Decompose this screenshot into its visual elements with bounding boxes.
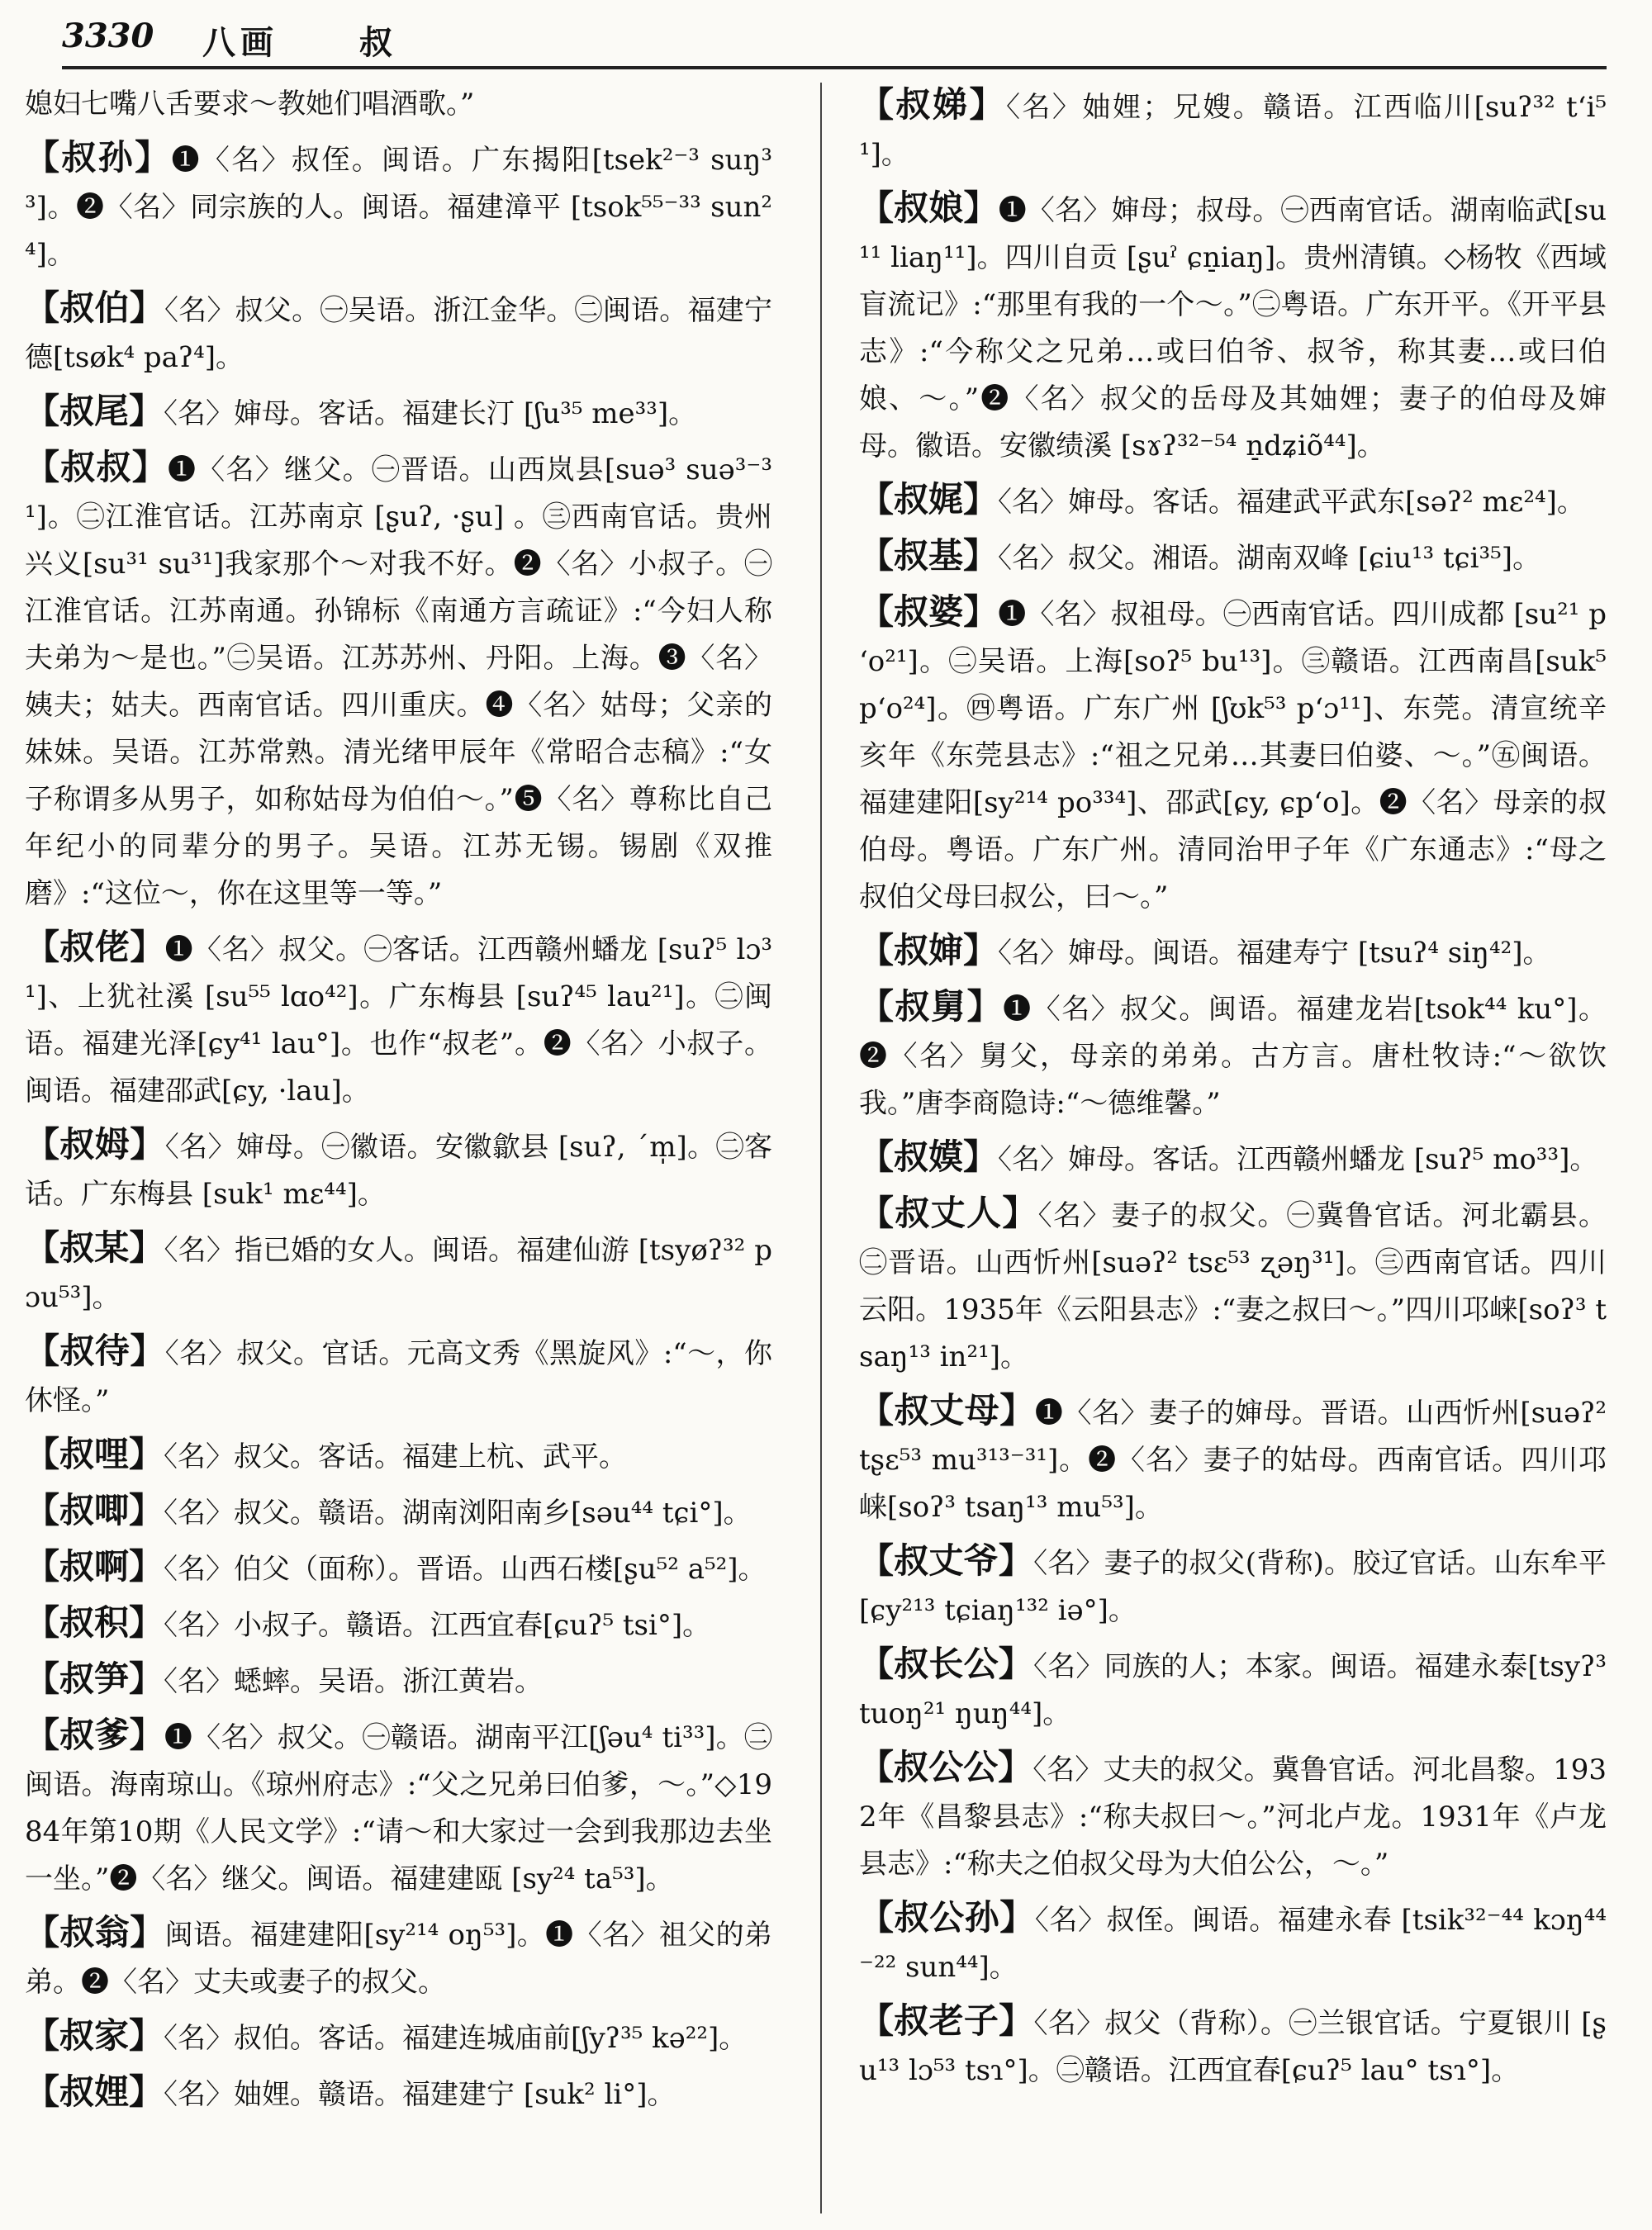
page-number: 3330 (62, 17, 154, 55)
entry-headword: 【叔婶】 (859, 930, 999, 970)
entry-headword: 【叔丈母】 (859, 1390, 1035, 1431)
entry-headword: 【叔佬】 (25, 927, 165, 967)
entry-headword: 【叔待】 (25, 1331, 165, 1371)
section-label: 八画 (202, 23, 278, 62)
entry-definition: 〈名〉叔父。官话。元高文秀《黑旋风》:“～，你休怪。” (25, 1337, 772, 1417)
dictionary-entry (25, 284, 772, 382)
dictionary-entry (25, 1655, 772, 1706)
dictionary-entry (859, 1744, 1607, 1888)
dictionary-entry (25, 1224, 772, 1321)
entry-definition: 〈名〉叔侄。闽语。福建永春 [tsik³²⁻⁴⁴ kɔŋ⁴⁴⁻²² sun⁴⁴]。 (859, 1904, 1607, 1984)
dictionary-entry (859, 81, 1607, 178)
entry-definition: 〈名〉妯娌。赣语。福建建宁 [suk² li°]。 (164, 2078, 676, 2111)
entry-headword: 【叔长公】 (859, 1644, 1033, 1684)
dictionary-entry (25, 134, 772, 278)
entry-headword: 【叔叔】 (25, 447, 169, 487)
entry-definition: 〈名〉妻子的叔父。㊀冀鲁官话。河北霸县。㊁晋语。山西忻州[suəʔ² tsɛ⁵³ ʐəŋ³¹]。㊂西南官话。四川云阳。1935年《云阳县志》:“妻之叔曰～。”四川邛崃[soʔ³ tsaŋ¹³ in²¹]。 (859, 1199, 1607, 1374)
entry-headword: 【叔尾】 (25, 391, 164, 431)
entry-headword: 【叔家】 (25, 2015, 164, 2056)
header-character: 叔 (359, 23, 392, 62)
dictionary-entry (25, 2012, 772, 2062)
entry-definition: 〈名〉妻子的叔父(背称)。胶辽官话。山东牟平[ɕy²¹³ tɕiaŋ¹³² iə°]。 (859, 1547, 1607, 1627)
entry-definition: 〈名〉婶母。㊀徽语。安徽歙县 [suʔ, ˊm̩]。㊁客话。广东梅县 [suk¹ mɛ⁴⁴]。 (25, 1131, 772, 1211)
entry-headword: 【叔丈爷】 (859, 1540, 1034, 1581)
entry-definition: 〈名〉叔伯。客话。福建连城庙前[ʃyʔ³⁵ kə²²]。 (164, 2022, 748, 2055)
dictionary-entry (25, 1909, 772, 2006)
entry-definition: ❶〈名〉叔侄。闽语。广东揭阳[tsek²⁻³ suŋ³³]。❷〈名〉同宗族的人。闽语。福建漳平 [tsok⁵⁵⁻³³ sun²⁴]。 (25, 144, 772, 271)
entry-headword: 【叔娘】 (859, 187, 999, 228)
dictionary-entry (25, 923, 772, 1115)
right-column (859, 81, 1607, 2100)
dictionary-entry (25, 2068, 772, 2118)
dictionary-entry (25, 1327, 772, 1425)
dictionary-entry (25, 1431, 772, 1481)
entry-headword: 【叔丈人】 (859, 1193, 1038, 1233)
left-column (25, 81, 772, 2124)
entry-definition: 〈名〉婶母。客话。江西赣州蟠龙 [suʔ⁵ mo³³]。 (998, 1143, 1598, 1176)
entry-headword: 【叔爹】 (25, 1715, 164, 1755)
entry-definition: 〈名〉叔父。㊀吴语。浙江金华。㊁闽语。福建宁德[tsøk⁴ paʔ⁴]。 (25, 294, 772, 374)
dictionary-entry (859, 983, 1607, 1127)
entry-definition: 〈名〉伯父（面称）。晋语。山西石楼[ʂu⁵² a⁵²]。 (164, 1553, 767, 1586)
dictionary-entry (859, 184, 1607, 470)
dictionary-entry (859, 1133, 1607, 1184)
entry-definition: 〈名〉小叔子。赣语。江西宜春[ɕuʔ⁵ tsi°]。 (164, 1609, 711, 1642)
entry-headword: 【叔唧】 (25, 1490, 164, 1530)
dictionary-entry (859, 532, 1607, 582)
entry-headword: 【叔积】 (25, 1602, 164, 1643)
entry-definition: ❶〈名〉婶母；叔母。㊀西南官话。湖南临武[su¹¹ liaŋ¹¹]。四川自贡 [ʂuˀ ɕn̠iaŋ]。贵州清镇。◇杨牧《西域盲流记》:“那里有我的一个～。”㊁粤语。广东开平。《开平县志》:“今称父之兄弟…或曰伯爷、叔爷，称其妻…或曰伯娘、～。”❷〈名〉叔父的岳母及其妯娌；妻子的伯母及婶母。徽语。安徽绩溪 [sɤʔ³²⁻⁵⁴ n̠dʑiõ⁴⁴]。 (859, 194, 1607, 463)
entry-definition: 闽语。福建建阳[sy²¹⁴ oŋ⁵³]。❶〈名〉祖父的弟弟。❷〈名〉丈夫或妻子的叔父。 (25, 1919, 772, 1999)
entry-definition: ❶〈名〉叔父。闽语。福建龙岩[tsok⁴⁴ ku°]。❷〈名〉舅父，母亲的弟弟。古方言。唐杜牧诗:“～欲饮我。”唐李商隐诗:“～德维馨。” (859, 993, 1607, 1120)
entry-headword: 【叔姆】 (25, 1124, 165, 1165)
dictionary-entry (859, 476, 1607, 526)
entry-definition: ❶〈名〉叔祖母。㊀西南官话。四川成都 [su²¹ pʻo²¹]。㊁吴语。上海[soʔ⁵ bu¹³]。㊂赣语。江西南昌[suk⁵ pʻo²⁴]。㊃粤语。广东广州 [ʃʊk⁵³ pʻɔ¹¹]、东莞。清宣统辛亥年《东莞县志》:“祖之兄弟…其妻曰伯婆、～。”㊄闽语。福建建阳[sy²¹⁴ po³³⁴]、邵武[ɕy, ɕpʻo]。❷〈名〉母亲的叔伯母。粤语。广东广州。清同治甲子年《广东通志》:“母之叔伯父母曰叔公，曰～。” (859, 598, 1607, 913)
entry-definition: 〈名〉叔父。湘语。湖南双峰 [ɕiu¹³ tɕi³⁵]。 (998, 542, 1541, 575)
dictionary-entry (25, 387, 772, 438)
entry-headword: 【叔哩】 (25, 1434, 164, 1474)
entry-definition: 〈名〉婶母。客话。福建武平武东[səʔ² mɛ²⁴]。 (998, 486, 1585, 519)
dictionary-entry (25, 1121, 772, 1218)
entry-definition: 〈名〉丈夫的叔父。冀鲁官话。河北昌黎。1932年《昌黎县志》:“称夫叔曰～。”河北卢龙。1931年《卢龙县志》:“称夫之伯叔父母为大伯公公，～。” (859, 1753, 1607, 1881)
entry-headword: 【叔老子】 (859, 2000, 1034, 2041)
entry-headword: 【叔娣】 (859, 84, 1006, 125)
dictionary-entry (859, 1640, 1607, 1738)
dictionary-entry (859, 1997, 1607, 2095)
dictionary-entry (859, 1189, 1607, 1381)
entry-headword: 【叔娓】 (859, 479, 999, 520)
entry-headword: 【叔翁】 (25, 1912, 165, 1952)
dictionary-entry (859, 927, 1607, 977)
dictionary-entry (25, 1543, 772, 1593)
entry-headword: 【叔舅】 (859, 986, 1004, 1027)
dictionary-entry (25, 1487, 772, 1537)
dictionary-entry (25, 1599, 772, 1649)
entry-definition: 〈名〉妯娌；兄嫂。赣语。江西临川[suʔ³² tʻi⁵¹]。 (859, 91, 1607, 171)
dictionary-entry (859, 1537, 1607, 1635)
entry-headword: 【叔嫫】 (859, 1136, 999, 1177)
entry-headword: 【叔婆】 (859, 591, 999, 632)
dictionary-entry (859, 1894, 1607, 1991)
entry-headword: 【叔孙】 (25, 137, 172, 178)
entry-headword: 【叔啊】 (25, 1546, 164, 1587)
dictionary-entry (859, 588, 1607, 921)
entry-definition: 〈名〉婶母。闽语。福建寿宁 [tsuʔ⁴ siŋ⁴²]。 (998, 937, 1551, 970)
entry-definition: 〈名〉同族的人；本家。闽语。福建永泰[tsyʔ³ tuoŋ²¹ ŋuŋ⁴⁴]。 (859, 1650, 1607, 1730)
dictionary-entry (25, 444, 772, 918)
continuation-text: 媳妇七嘴八舌要求～教她们唱酒歌。” (25, 88, 475, 121)
entry-headword: 【叔娌】 (25, 2071, 164, 2112)
entry-headword: 【叔公孙】 (859, 1897, 1035, 1938)
entry-definition: ❶〈名〉继父。㊀晋语。山西岚县[suə³ suə³⁻³¹]。㊁江淮官话。江苏南京 [ʂuʔ, ·ʂu] 。㊂西南官话。贵州兴义[su³¹ su³¹]我家那个～对我不好。❷〈名〉小叔子。㊀江淮官话。江苏南通。孙锦标《南通方言疏证》:“今妇人称夫弟为～是也。”㊁吴语。江苏苏州、丹阳。上海。❸〈名〉姨夫；姑夫。西南官话。四川重庆。❹〈名〉姑母；父亲的妹妹。吴语。江苏常熟。清光绪甲辰年《常昭合志稿》:“女子称谓多从男子，如称姑母为伯伯～。”❺〈名〉尊称比自己年纪小的同辈分的男子。吴语。江苏无锡。锡剧《双推磨》:“这位～，你在这里等一等。” (25, 453, 772, 910)
entry-headword: 【叔基】 (859, 535, 999, 576)
entry-definition: 〈名〉指已婚的女人。闽语。福建仙游 [tsyøʔ³² pɔu⁵³]。 (25, 1234, 772, 1314)
entry-definition: 〈名〉叔父（背称）。㊀兰银官话。宁夏银川 [ʂu¹³ lɔ⁵³ tsɿ°]。㊁赣语。江西宜春[ɕuʔ⁵ lau° tsɿ°]。 (859, 2007, 1607, 2087)
page-header (62, 12, 1607, 69)
entry-definition: ❶〈名〉叔父。㊀赣语。湖南平江[ʃəu⁴ ti³³]。㊁闽语。海南琼山。《琼州府志》:“父之兄弟曰伯爹，～。”◇1984年第10期《人民文学》:“请～和大家过一会到我那边去坐一坐。”❷〈名〉继父。闽语。福建建瓯 [sy²⁴ ta⁵³]。 (25, 1721, 772, 1896)
entry-definition: ❶〈名〉叔父。㊀客话。江西赣州蟠龙 [suʔ⁵ lɔ³¹]、上犹社溪 [su⁵⁵ lɑo⁴²]。广东梅县 [suʔ⁴⁵ lau²¹]。㊁闽语。福建光泽[ɕy⁴¹ lau°]。也作“叔老”。❷〈名〉小叔子。闽语。福建邵武[ɕy, ·lau]。 (25, 933, 772, 1108)
entry-definition: 〈名〉婶母。客话。福建长汀 [ʃu³⁵ me³³]。 (164, 397, 697, 430)
entry-headword: 【叔公公】 (859, 1747, 1033, 1787)
entry-definition: 〈名〉叔父。客话。福建上杭、武平。 (164, 1440, 628, 1473)
entry-definition: 〈名〉蟋蟀。吴语。浙江黄岩。 (164, 1665, 544, 1698)
column-divider (820, 83, 822, 2213)
entry-headword: 【叔某】 (25, 1227, 164, 1268)
entry-definition: ❶〈名〉妻子的婶母。晋语。山西忻州[suəʔ² tʂɛ⁵³ mu³¹³⁻³¹]。❷〈名〉妻子的姑母。西南官话。四川邛崃[soʔ³ tsaŋ¹³ mu⁵³]。 (859, 1397, 1607, 1524)
entry-headword: 【叔笋】 (25, 1658, 164, 1699)
entry-headword: 【叔伯】 (25, 287, 164, 328)
entry-definition: 〈名〉叔父。赣语。湖南浏阳南乡[səu⁴⁴ tɕi°]。 (164, 1497, 752, 1530)
dictionary-entry (859, 1387, 1607, 1531)
dictionary-entry (25, 1711, 772, 1903)
